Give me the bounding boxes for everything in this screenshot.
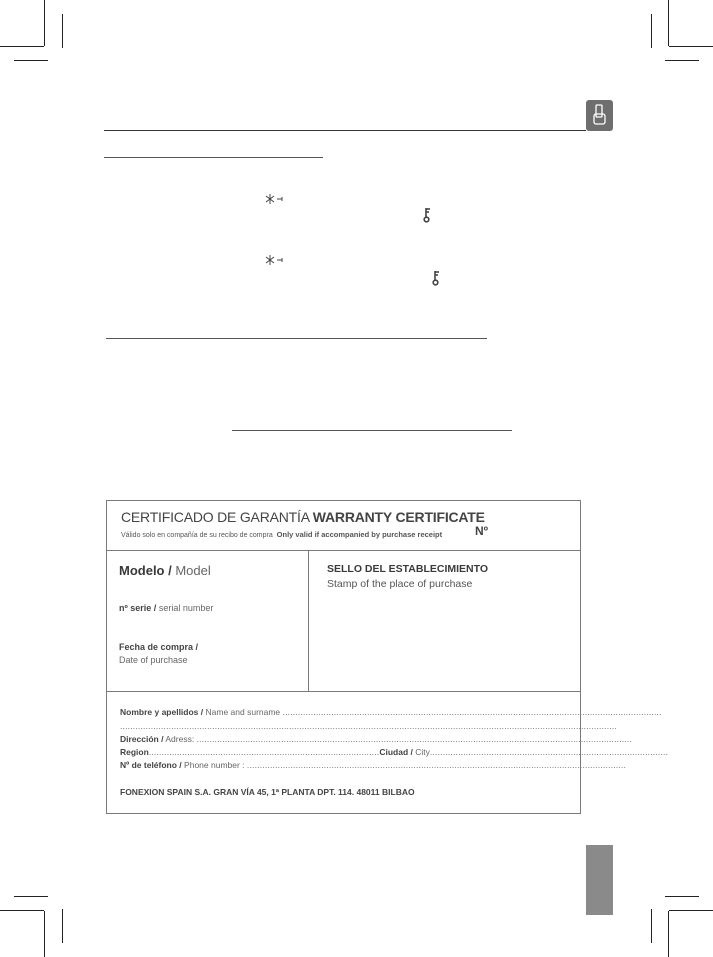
purchase-date-label-en: Date of purchase xyxy=(119,655,188,665)
stamp-area[interactable] xyxy=(309,551,580,691)
phone-label-en: Phone number : xyxy=(184,760,245,770)
crop-mark xyxy=(62,14,63,48)
asterisk-send-icon xyxy=(265,193,285,205)
model-label-es: Modelo / xyxy=(119,563,172,578)
crop-mark xyxy=(44,0,45,46)
crop-mark xyxy=(665,896,699,897)
crop-mark xyxy=(14,60,48,61)
address-label-en: Adress: xyxy=(165,734,195,744)
section-underline xyxy=(104,157,323,158)
serial-label-en: serial number xyxy=(158,603,214,613)
stamp-subtitle: Stamp of the place of purchase xyxy=(327,578,473,590)
crop-mark xyxy=(62,909,63,943)
serial-label-es: nº serie / xyxy=(119,603,157,613)
certificate-header xyxy=(107,501,580,551)
header-rule xyxy=(104,130,586,131)
key-icon xyxy=(432,270,441,286)
section-underline xyxy=(106,338,487,339)
crop-mark xyxy=(668,911,669,957)
validity-english: Only valid if accompanied by purchase receipt xyxy=(276,530,443,539)
divider xyxy=(107,691,580,692)
model-label-en: Model xyxy=(175,563,211,578)
city-label-es: Ciudad / xyxy=(379,747,413,757)
region-label: Region xyxy=(120,747,149,757)
title-english: WARRANTY CERTIFICATE xyxy=(312,509,485,525)
crop-mark xyxy=(0,46,44,47)
stamp-title: SELLO DEL ESTABLECIMIENTO xyxy=(327,563,489,575)
fill-dots: .......................................................................................... xyxy=(148,747,380,757)
asterisk-send-icon xyxy=(265,254,285,266)
address-field[interactable] xyxy=(120,734,633,744)
name-label-en: Name and surname xyxy=(205,707,281,717)
fill-dots: .......................................................................................................................................................................... xyxy=(196,734,633,744)
city-label-en: City xyxy=(415,747,430,757)
product-details xyxy=(107,551,309,691)
fill-dots: .................................................................................................................................................................................................. xyxy=(120,721,617,731)
name-label-es: Nombre y apellidos / xyxy=(120,707,204,717)
crop-mark xyxy=(668,0,669,46)
title-spanish: CERTIFICADO DE GARANTÍA xyxy=(121,509,310,525)
crop-mark xyxy=(669,910,713,911)
fill-dots: .................................................................................................................................................... xyxy=(282,707,662,717)
fill-dots: ............................................................................................. xyxy=(429,747,669,757)
validity-spanish: Válido solo en compañía de su recibo de compra xyxy=(121,532,273,539)
phone-icon xyxy=(592,104,607,126)
address-label-es: Dirección / xyxy=(120,734,164,744)
crop-mark xyxy=(665,60,699,61)
warranty-certificate xyxy=(106,500,669,814)
phone-section-badge xyxy=(586,100,613,131)
region-city-field[interactable] xyxy=(120,747,669,757)
crop-mark xyxy=(669,46,713,47)
section-underline xyxy=(232,430,512,431)
name-field[interactable] xyxy=(120,707,662,717)
crop-mark xyxy=(651,909,652,943)
certificate-number-label: Nº xyxy=(475,524,489,538)
crop-mark xyxy=(0,910,44,911)
phone-label-es: Nº de teléfono / xyxy=(120,760,182,770)
date-label-es: Fecha de compra / xyxy=(119,642,199,652)
crop-mark xyxy=(651,14,652,48)
key-icon xyxy=(423,207,432,223)
serial-field[interactable] xyxy=(119,603,213,613)
crop-mark xyxy=(44,911,45,957)
model-field[interactable] xyxy=(119,563,211,578)
crop-mark xyxy=(14,896,48,897)
page-tab xyxy=(586,845,613,915)
fill-dots: .................................................................................................................................................... xyxy=(246,760,627,770)
certificate-title xyxy=(121,509,485,525)
purchase-date-field[interactable] xyxy=(119,642,198,652)
phone-field[interactable] xyxy=(120,760,627,770)
validity-note xyxy=(121,530,442,539)
blank-line-field[interactable] xyxy=(120,721,617,731)
company-address: FONEXION SPAIN S.A. GRAN VÍA 45, 1ª PLANTA DPT. 114. 48011 BILBAO xyxy=(120,787,415,797)
